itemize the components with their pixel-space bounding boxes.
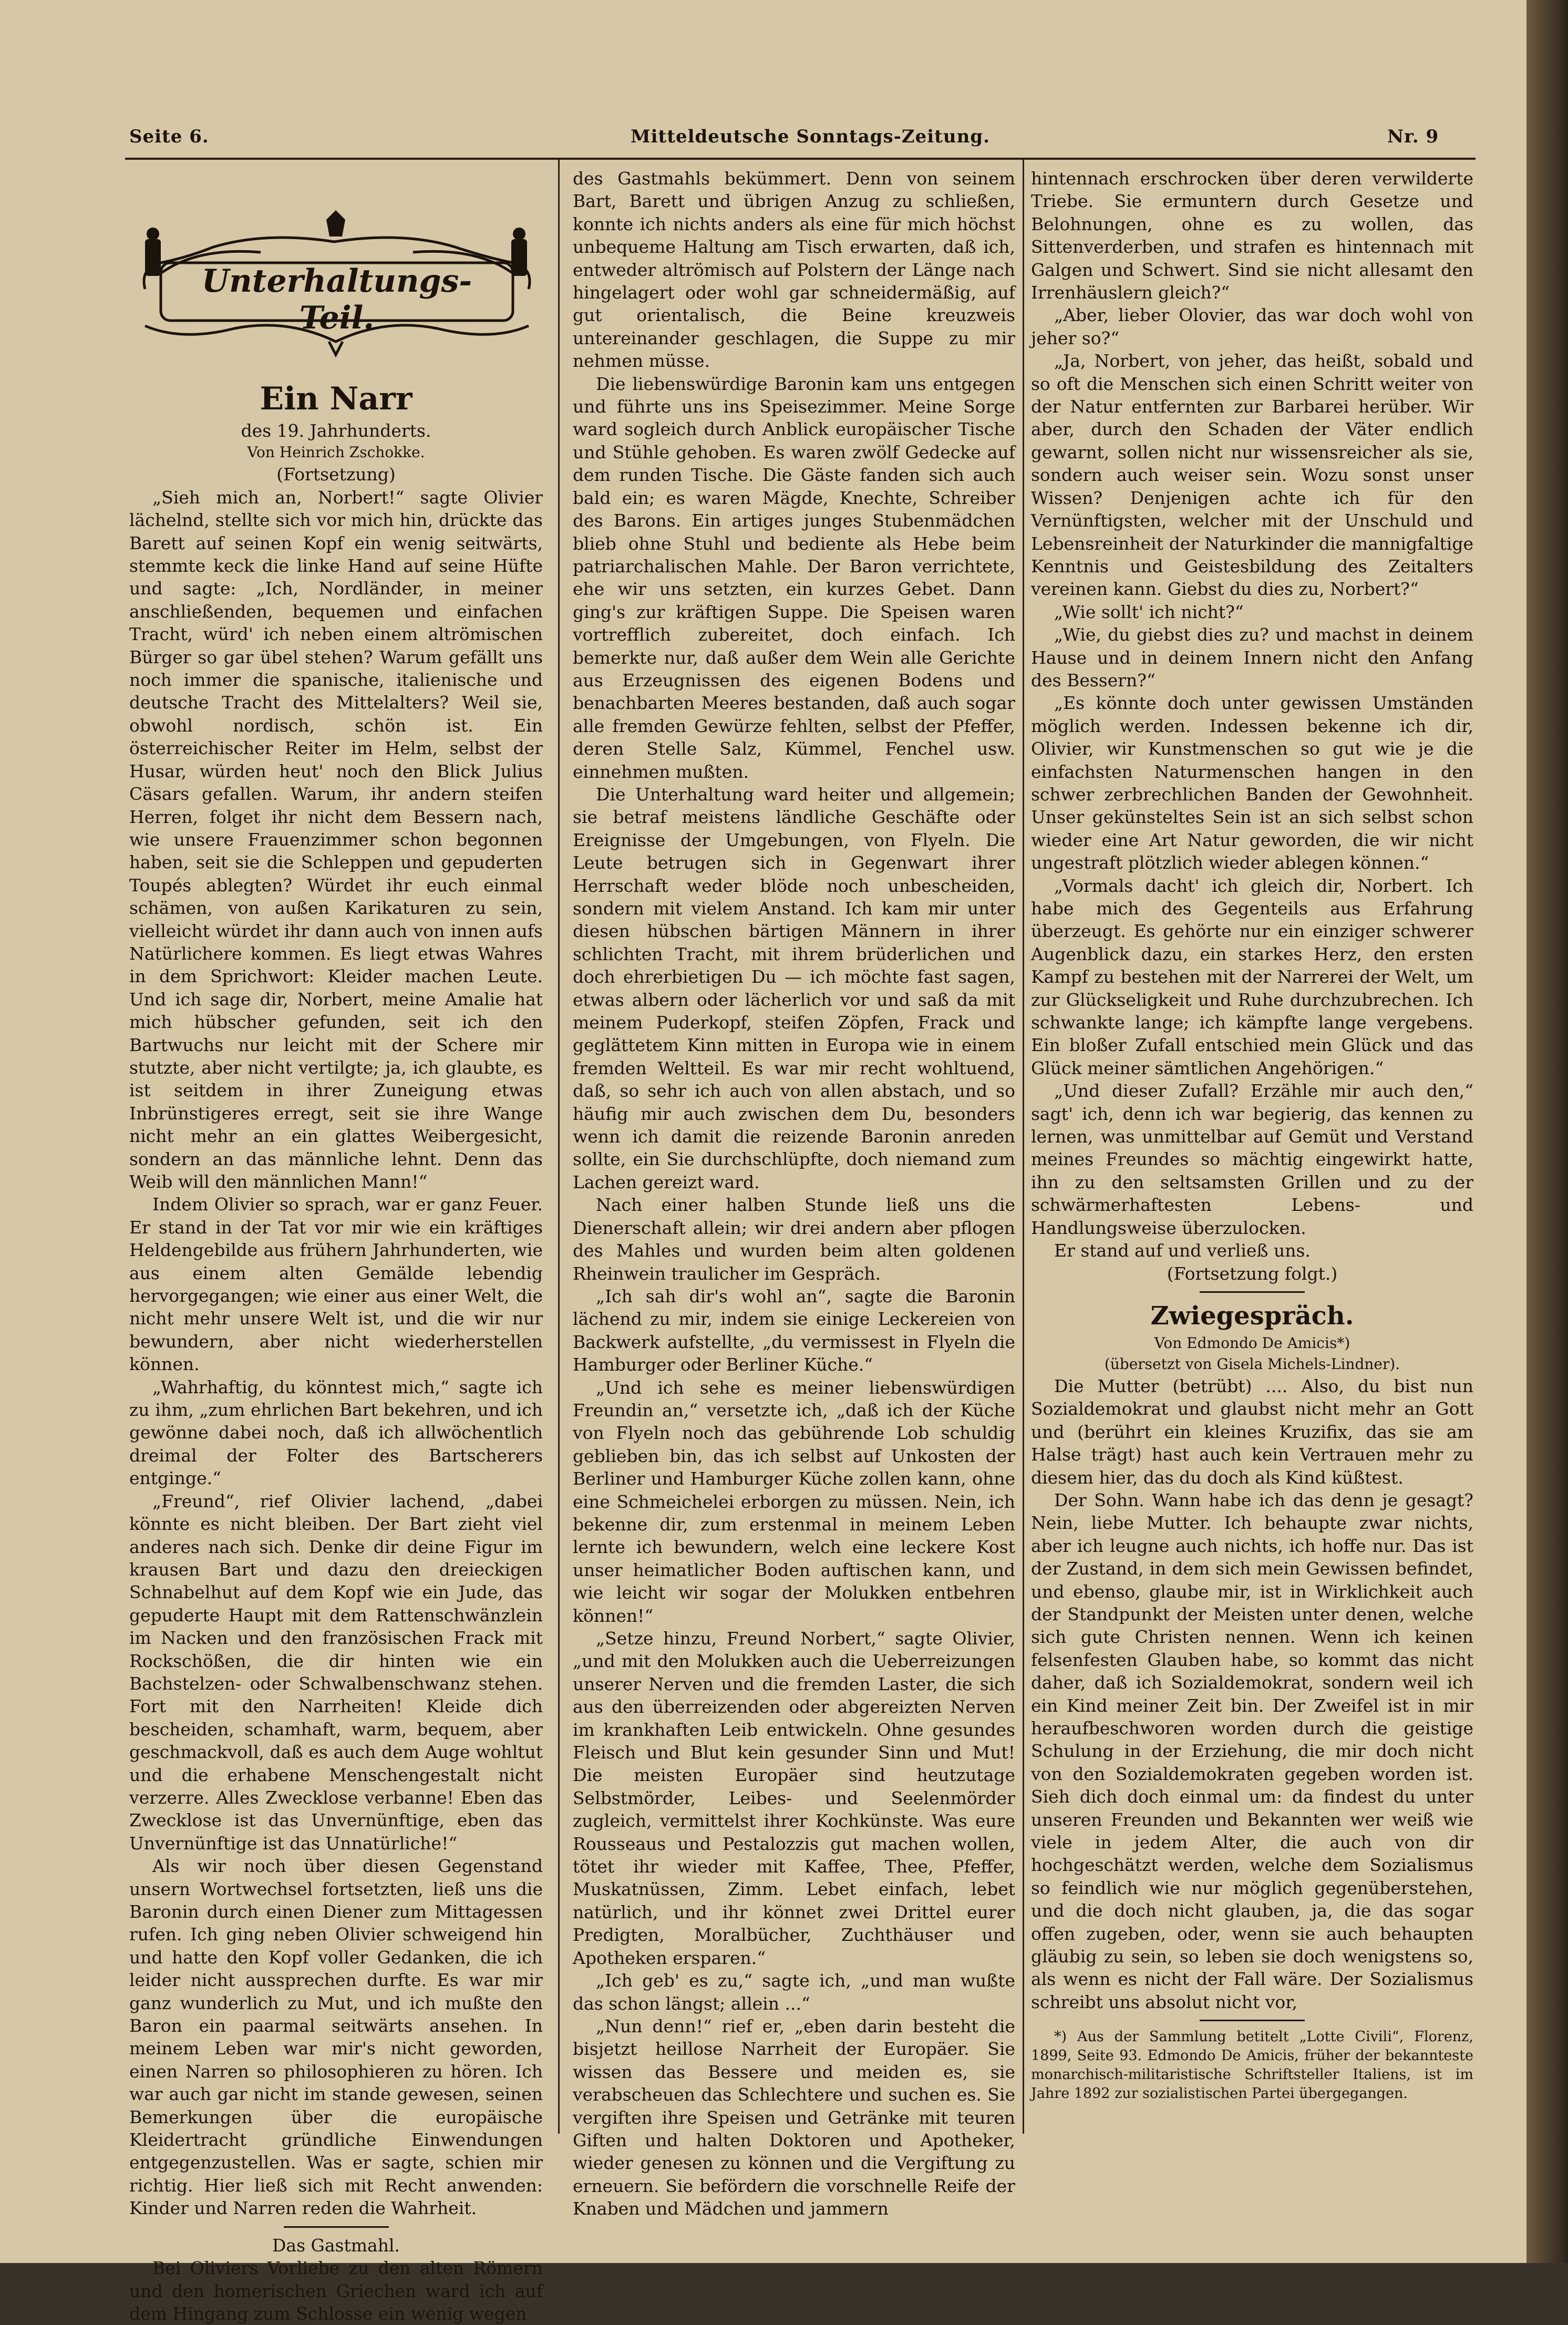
- paragraph: Der Sohn. Wann habe ich das denn je gesagt? Nein, liebe Mutter. Ich behaupte zwar nichts, aber ich leugne auch nichts, ich hoffe nur. Das ist der Zustand, in dem sich mein Gewissen befindet, und ebenso, glaube mir, ist in Wirklichkeit auch der Standpunkt der Meisten unter denen, welche sich gute Christen nennen. Wenn ich keinen felsenfesten Glauben habe, so kommt das nicht daher, daß ich Sozialdemokrat, sondern weil ich ein Kind meiner Zeit bin. Der Zweifel ist in mir heraufbeschworen worden durch die geistige Schulung in der Erziehung, die mir doch nicht von den Sozialdemokraten gegeben worden ist. Sieh dich doch einmal um: da findest du unter unseren Freunden und Bekannten wer weiß wie viele in jedem Alter, die auch von dir hochgeschätzt werden, welche dem Sozialismus so feindlich wie nur möglich gegenüberstehen, und die doch nicht glauben, ja, die das sogar offen zugeben, oder, wenn sie auch behaupten gläubig zu sein, so leben sie doch wenigstens so, als wenn es nicht der Fall wäre. Der Sozialismus schreibt uns absolut nicht vor,: [1031, 1489, 1473, 2012]
- story-title: Ein Narr: [260, 380, 412, 417]
- column-2: [573, 167, 1015, 2219]
- subheading: Das Gastmahl.: [272, 2235, 400, 2256]
- dialogue-title: Zwiegespräch.: [1150, 1301, 1354, 1331]
- issue-number: Nr. 9: [1387, 126, 1439, 147]
- paragraph: Indem Olivier so sprach, war er ganz Feuer. Er stand in der Tat vor mir wie ein kräftiges Heldengebilde aus frühern Jahrhunderten, wie aus einem alten Gemälde lebendig hervorgegangen; wie einer aus einer Welt, die nicht mehr unsere Welt ist, und die wir nur bewundern, aber nicht wiederherstellen können.: [129, 1194, 543, 1375]
- paragraph: „Es könnte doch unter gewissen Umständen möglich werden. Indessen bekenne ich dir, Olivier, wir Kunstmenschen so gut wie je die einfachsten Naturmenschen hangen in den schwer zerbrechlichen Banden der Gewohnheit. Unser gekünsteltes Sein ist an sich selbst schon wieder eine Art Natur geworden, die wir nicht ungestraft plötzlich wieder ablegen können.“: [1031, 693, 1473, 873]
- paragraph: Die Unterhaltung ward heiter und allgemein; sie betraf meistens ländliche Geschäfte oder Ereignisse der Umgebungen, von Flyeln. Die Leute betrugen sich in Gegenwart ihrer Herrschaft weder blöde noch unbescheiden, sondern mit vielem Anstand. Ich kam mir unter diesen hübschen bärtigen Männern in ihrer schlichten Tracht, mit ihrem brüderlichen und doch ehrerbietigen Du — ich möchte fast sagen, etwas albern oder lächerlich vor und saß da mit meinem Puderkopf, steifen Zöpfen, Frack und geglättetem Kinn mitten in Europa wie in einem fremden Weltteil. Es war mir recht wohltuend, daß, so sehr ich auch von allen abstach, und so häufig mir auch zwischen dem Du, besonders wenn ich damit die reizende Baronin anreden sollte, ein Sie durchschlüpfte, doch niemand zum Lachen gereizt ward.: [573, 784, 1015, 1192]
- paragraph: „Ich geb' es zu,“ sagte ich, „und man wußte das schon längst; allein ...“: [573, 1970, 1015, 2014]
- column-rule: [1023, 158, 1024, 2134]
- paragraph: des Gastmahls bekümmert. Denn von seinem Bart, Barett und übrigen Anzug zu schließen, konnte ich nichts anders als eine für mich höchst unbequeme Haltung am Tisch erwarten, daß ich, entweder altrömisch auf Polstern der Länge nach hingelagert oder wohl gar schneidermäßig, auf gut orientalisch, die Beine kreuzweis untereinander geschlagen, die Suppe zu mir nehmen müsse.: [573, 168, 1015, 372]
- section-divider: [1200, 1291, 1305, 1293]
- section-banner: [129, 210, 543, 363]
- paragraph: hintennach erschrocken über deren verwilderte Triebe. Sie ermuntern durch Gesetze und Belohnungen, ohne es zu wollen, das Sittenverderben, und strafen es hintennach mit Galgen und Schwert. Sind sie nicht allesamt den Irrenhäuslern gleich?“: [1031, 168, 1473, 303]
- column-1: [129, 378, 543, 2324]
- paragraph: „Wahrhaftig, du könntest mich,“ sagte ich zu ihm, „zum ehrlichen Bart bekehren, und ich gewönne dabei noch, daß ich allwöchentlich dreimal der Folter des Bartscherers entginge.“: [129, 1376, 543, 1489]
- paragraph: „Und ich sehe es meiner liebenswürdigen Freundin an,“ versetzte ich, „daß ich der Küche von Flyeln noch das gebührende Lob schuldig geblieben bin, das ich selbst auf Unkosten der Berliner und Hamburger Küche zollen kann, ohne eine Schmeichelei erborgen zu müssen. Nein, ich bekenne dir, zum erstenmal in meinem Leben lernte ich bewundern, welch eine leckere Kost unser heimatlicher Boden auftischen kann, und wie leicht wir sogar der Molukken entbehren können!“: [573, 1377, 1015, 1626]
- section-title: Unterhaltungs-Teil.: [201, 263, 472, 336]
- paragraph: „Freund“, rief Olivier lachend, „dabei könnte es nicht bleiben. Der Bart zieht viel anderes nach sich. Denke dir deine Figur im krausen Bart und dazu den dreieckigen Schnabelhut auf dem Kopf wie ein Jude, das gepuderte Haupt mit dem Rattenschwänzlein im Nacken und den französischen Frack mit Rockschößen, die dir hinten wie ein Bachstelzen- oder Schwalbenschwanz stehen. Fort mit den Narrheiten! Kleide dich bescheiden, schamhaft, warm, bequem, aber geschmackvoll, daß es auch dem Auge wohltut und die erhabene Menschengestalt nicht verzerre. Alles Zwecklose verbanne! Eben das Zwecklose ist das Unvernünftige, eben das Unvernünftige ist das Unnatürliche!“: [129, 1490, 543, 1854]
- paragraph: „Und dieser Zufall? Erzähle mir auch den,“ sagt' ich, denn ich war begierig, das kennen zu lernen, was unmittelbar auf Gemüt und Verstand meines Freundes so mächtig eingewirkt hatte, ihn zu den seltsamsten Grillen und zu der schwärmerhaftesten Lebens- und Handlungsweise überzulocken.: [1031, 1081, 1473, 1238]
- paragraph: „Vormals dacht' ich gleich dir, Norbert. Ich habe mich des Gegenteils aus Erfahrung überzeugt. Es gehörte nur ein einziger schwerer Augenblick dazu, ein starkes Herz, den ersten Kampf zu bestehen mit der Narrerei der Welt, um zur Glückseligkeit und Ruhe durchzubrechen. Ich schwankte lange; ich kämpfte lange vergebens. Ein bloßer Zufall entschied mein Glück und das Glück meiner sämtlichen Angehörigen.“: [1031, 875, 1473, 1078]
- paragraph: „Setze hinzu, Freund Norbert,“ sagte Olivier, „und mit den Molukken auch die Ueberreizungen unserer Nerven und die fremden Laster, die sich aus den überreizenden oder abgereizten Nerven im krankhaften Leib entwickeln. Ohne gesundes Fleisch und Blut kein gesunder Sinn und Mut! Die meisten Europäer sind heutzutage Selbstmörder, Leibes- und Seelenmörder zugleich, vermittelst ihrer Kochkünste. Was eure Rousseaus und Pestalozzis gut machen wollen, tötet ihr wieder mit Kaffee, Thee, Pfeffer, Muskatnüssen, Zimm. Lebet einfach, lebet natürlich, und ihr könnet zwei Drittel eurer Predigten, Moralbücher, Zuchthäuser und Apotheken ersparen.“: [573, 1628, 1015, 1968]
- paragraph: „Ja, Norbert, von jeher, das heißt, sobald und so oft die Menschen sich einen Schritt weiter von der Natur entfernten zur Barbarei herüber. Wir aber, durch den Schaden der Väter endlich gewarnt, sollen nicht nur wissensreicher als sie, sondern auch weiser sein. Wozu sonst unser Wissen? Denjenigen achte ich für den Vernünftigsten, welcher mit der Unschuld und Lebensreinheit der Naturkinder die mannigfaltige Kenntnis und Geistesbildung des Zeitalters vereinen kann. Giebst du dies zu, Norbert?“: [1031, 351, 1473, 600]
- paragraph: Bei Oliviers Vorliebe zu den alten Römern und den homerischen Griechen ward ich auf dem Hingang zum Schlosse ein wenig wegen: [129, 2258, 543, 2324]
- paragraph: Die liebenswürdige Baronin kam uns entgegen und führte uns ins Speisezimmer. Meine Sorge ward sogleich durch Anblick europäischer Tische und Stühle gehoben. Es waren zwölf Gedecke auf dem runden Tische. Die Gäste fanden sich auch bald ein; es waren Mägde, Knechte, Schreiber des Barons. Ein artiges junges Stubenmädchen blieb ohne Stuhl und bediente als Hebe beim patriarchalischen Mahle. Der Baron verrichtete, ehe wir uns setzten, ein kurzes Gebet. Dann ging's zur kräftigen Suppe. Die Speisen waren vortrefflich zubereitet, doch einfach. Ich bemerkte nur, daß außer dem Wein alle Gerichte aus Erzeugnissen des eigenen Bodens und benachbarten Meeres bestanden, daß auch sogar alle fremden Gewürze fehlten, selbst der Pfeffer, deren Stelle Salz, Kümmel, Fenchel usw. einnehmen mußten.: [573, 373, 1015, 782]
- story-subtitle: des 19. Jahrhunderts.: [241, 420, 431, 441]
- column-3: [1031, 167, 1473, 2125]
- section-divider: [284, 2226, 389, 2228]
- column-rule: [558, 158, 560, 2134]
- to-be-continued: (Fortsetzung folgt.): [1167, 1263, 1338, 1284]
- header-rule: [125, 158, 1476, 160]
- dialogue-translator: (übersetzt von Gisela Michels-Lindner).: [1104, 1355, 1400, 1373]
- paragraph: „Aber, lieber Olovier, das war doch wohl von jeher so?“: [1031, 305, 1473, 348]
- dialogue-author: Von Edmondo De Amicis*): [1154, 1334, 1350, 1352]
- paragraph: „Sieh mich an, Norbert!“ sagte Olivier lächelnd, stellte sich vor mich hin, drückte das Barett auf seinen Kopf ein wenig seitwärts, stemmte keck die linke Hand auf seine Hüfte und sagte: „Ich, Nordländer, in meiner anschließenden, bequemen und einfachen Tracht, würd' ich neben einem altrömischen Bürger so gar übel stehen? Warum gefällt uns noch immer die spanische, italienische und deutsche Tracht des Mittelalters? Weil sie, obwohl nordisch, schön ist. Ein österreichischer Reiter im Helm, selbst der Husar, würden heut' noch den Blick Julius Cäsars gefallen. Warum, ihr andern steifen Herren, folget ihr nicht dem Bessern nach, wie unsere Frauenzimmer schon begonnen haben, seit sie die Schleppen und gepuderten Toupés ablegten? Würdet ihr euch einmal schämen, von außen Karikaturen zu sein, vielleicht würdet ihr dann auch von innen aufs Natürlichere kommen. Es liegt etwas Wahres in dem Sprichwort: Kleider machen Leute. Und ich sage dir, Norbert, meine Amalie hat mich hübscher gefunden, seit ich den Bartwuchs nur leicht mit der Schere mir stutzte, aber nicht vertilgte; ja, ich glaubte, es ist seitdem in ihrer Zuneigung etwas Inbrünstigeres erregt, seit sie ihre Wange nicht mehr an ein glattes Weibergesicht, sondern an das männliche lehnt. Denn das Weib will den männlichen Mann!“: [129, 487, 543, 1192]
- paragraph: „Wie sollt' ich nicht?“: [1054, 601, 1244, 622]
- newspaper-title: Mitteldeutsche Sonntags-Zeitung.: [631, 126, 990, 147]
- paragraph: Nach einer halben Stunde ließ uns die Dienerschaft allein; wir drei andern aber pflogen des Mahles und wurden beim alten goldenen Rheinwein traulicher im Gespräch.: [573, 1195, 1015, 1284]
- paragraph: Er stand auf und verließ uns.: [1054, 1240, 1311, 1261]
- paragraph: „Wie, du giebst dies zu? und machst in deinem Hause und in deinem Innern nicht den Anfang des Bessern?“: [1031, 624, 1473, 691]
- footnote-divider: [1200, 2020, 1305, 2021]
- paragraph: „Nun denn!“ rief er, „eben darin besteht die bisjetzt heillose Narrheit der Europäer. Sie wissen das Bessere und meiden es, sie verabscheuen das Schlechtere und suchen es. Sie vergiften ihre Speisen und Getränke mit teuren Giften und halten Doktoren und Apotheker, wieder genesen zu können und die Vergiftung zu erneuern. Sie befördern die vorschnelle Reife der Knaben und Mädchen und jammern: [573, 2015, 1015, 2219]
- book-binding: [1526, 0, 1568, 2263]
- paragraph: Die Mutter (betrübt) .... Also, du bist nun Sozialdemokrat und glaubst nicht mehr an Gott und (berührt ein kleines Kruzifix, das sie am Halse trägt) hast auch kein Vertrauen mehr zu diesem hier, das du doch als Kind küßtest.: [1031, 1375, 1473, 1488]
- page-number: Seite 6.: [129, 126, 209, 147]
- footnote: *) Aus der Sammlung betitelt „Lotte Civili“, Florenz, 1899, Seite 93. Edmondo De Amicis, früher der bekannteste monarchisch-militaristische Schriftsteller Italiens, ist im Jahre 1892 zur sozialistischen Partei übergegangen.: [1031, 2029, 1473, 2102]
- story-continued: (Fortsetzung): [276, 464, 396, 485]
- paragraph: Als wir noch über diesen Gegenstand unsern Wortwechsel fortsetzten, ließ uns die Baronin durch einen Diener zum Mittagessen rufen. Ich ging neben Olivier schweigend hin und hatte den Kopf voller Gedanken, die ich leider nicht aussprechen durfte. Es war mir ganz wunderlich zu Mut, und ich mußte den Baron ein paarmal seitwärts ansehen. In meinem Leben war mir's nicht geworden, einen Narren so philosophieren zu hören. Ich war auch gar nicht im stande gewesen, seinen Bemerkungen über die europäische Kleidertracht gründliche Einwendungen entgegenzustellen. Was er sagte, schien mir richtig. Hier ließ sich mit Recht anwenden: Kinder und Narren reden die Wahrheit.: [129, 1856, 543, 2219]
- story-author: Von Heinrich Zschokke.: [247, 444, 425, 461]
- paragraph: „Ich sah dir's wohl an“, sagte die Baronin lächend zu mir, indem sie einige Leckereien von Backwerk aufstellte, „du vermissest in Flyeln die Hamburger oder Berliner Küche.“: [573, 1285, 1015, 1375]
